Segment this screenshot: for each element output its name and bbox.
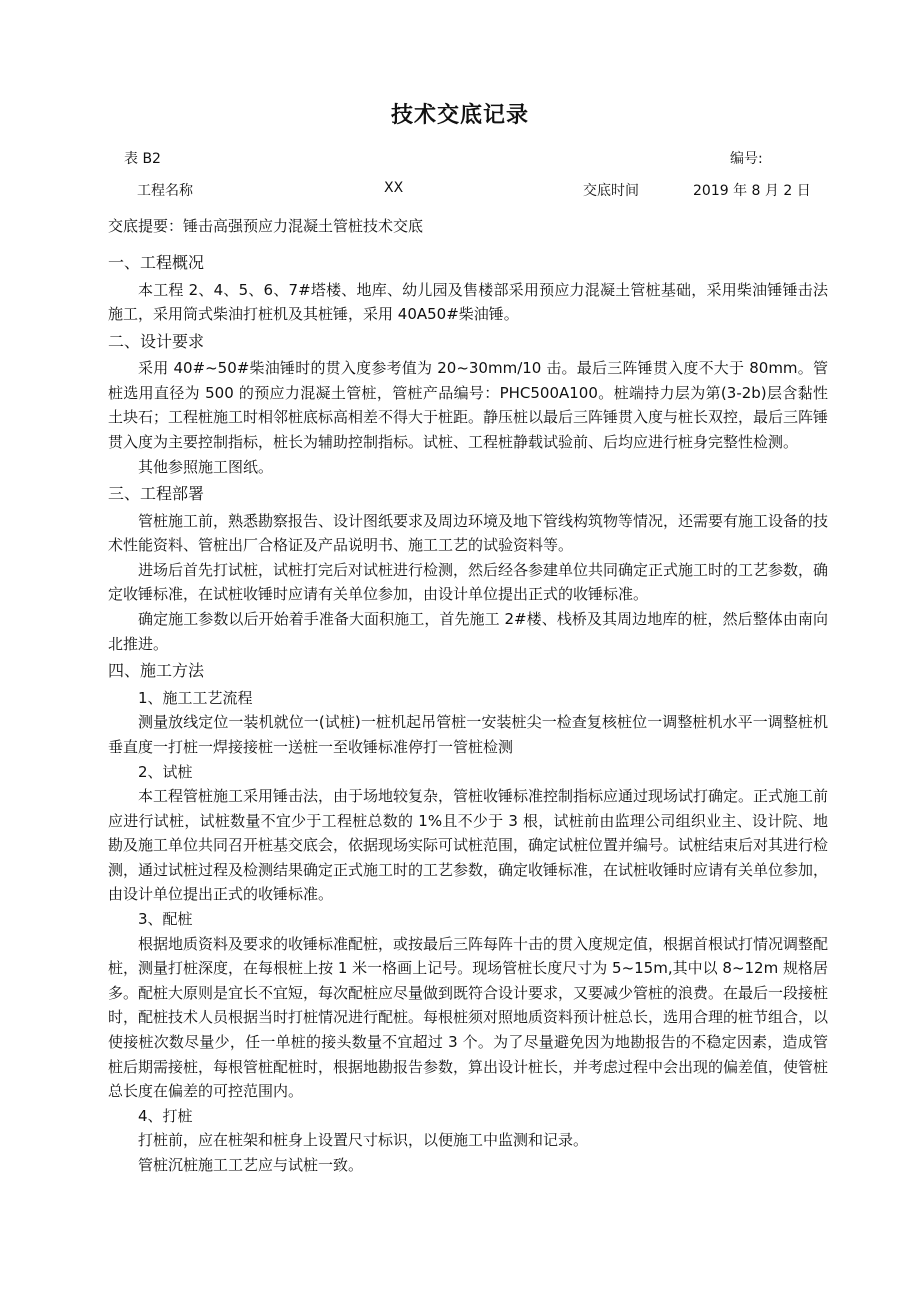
section-heading: 四、施工方法 [108,661,205,681]
section-heading: 二、设计要求 [108,331,205,351]
subsection-heading: 3、配桩 [138,910,193,929]
paragraph: 打桩前，应在桩架和桩身上设置尺寸标识，以便施工中监测和记录。 [138,1131,589,1150]
form-label: 表 B2 [124,151,161,167]
project-name-value: XX [384,180,404,196]
document-title: 技术交底记录 [390,103,529,128]
paragraph: 本工程 2、4、5、6、7#塔楼、地库、幼儿园及售楼部采用预应力混凝土管桩基础，采用柴油锤锤击法施工，采用筒式柴油打桩机及其桩锤，采用 40A50#柴油锤。 [108,280,828,324]
paragraph: 管桩沉桩施工工艺应与试桩一致。 [138,1156,364,1174]
paragraph: 其他参照施工图纸。 [138,457,274,476]
subsection-heading: 4、打桩 [138,1106,193,1125]
date-value: 2019 年 8 月 2 日 [693,183,811,199]
paragraph: 本工程管桩施工采用锤击法，由于场地较复杂，管桩收锤标准控制指标应通过现场试打确定。正式施工前应进行试桩，试桩数量不宜少于工程桩总数的 1%且不少于 3 根，试桩前由监理公司组织业主、设计院、地勘及施工单位共同召开桩基交底会，依据现场实际可试桩范围，确定试桩位置并编号。试桩结束后对其进行检测，通过试桩过程及检测结果确定正式施工时的工艺参数，确定收锤标准，在试桩收锤时应请有关单位参加，由设计单位提出正式的收锤标准。 [108,787,829,904]
paragraph: 管桩施工前，熟悉勘察报告、设计图纸要求及周边环境及地下管线构筑物等情况，还需要有施工设备的技术性能资料、管桩出厂合格证及产品说明书、施工工艺的试验资料等。 [108,511,829,555]
subsection-heading: 2、试桩 [138,762,193,781]
paragraph: 根据地质资料及要求的收锤标准配桩，或按最后三阵每阵十击的贯入度规定值，根据首根试打情况调整配桩，测量打桩深度，在每根桩上按 1 米一格画上记号。现场管桩长度尺寸为 5~15m,其中以 8~12m 规格居多。配桩大原则是宜长不宜短，每次配桩应尽量做到既符合设计要求，又要减少管桩的浪费。在最后一段接桩时，配桩技术人员根据当时打桩情况进行配桩。每根桩须对照地质资料预计桩总长，选用合理的桩节组合，以使接桩次数尽量少，任一单桩的接头数量不宜超过 3 个。为了尽量避免因为地勘报告的不稳定因素，造成管桩后期需接桩，每根管桩配桩时，根据地勘报告参数，算出设计桩长，并考虑过程中会出现的偏差值，使管桩总长度在偏差的可控范围内。 [108,934,829,1101]
summary-line: 交底提要：锤击高强预应力混凝土管桩技术交底 [108,217,424,235]
paragraph: 确定施工参数以后开始着手准备大面积施工，首先施工 2#楼、栈桥及其周边地库的桩，然后整体由南向北推进。 [108,610,828,653]
paragraph: 测量放线定位一装机就位一(试桩)一桩机起吊管桩一安装桩尖一检查复核桩位一调整桩机水平一调整桩机垂直度一打桩一焊接接桩一送桩一至收锤标准停打一管桩检测 [108,713,828,756]
paragraph: 采用 40#~50#柴油锤时的贯入度参考值为 20~30mm∕10 击。最后三阵锤贯入度不大于 80mm。管桩选用直径为 500 的预应力混凝土管桩，管桩产品编号：PHC500A100。桩端持力层为第(3-2b)层含黏性土块石；工程桩施工时相邻桩底标高相差不得大于桩距。静压桩以最后三阵锤贯入度与桩长双控，最后三阵锤贯入度为主要控制指标，桩长为辅助控制指标。试桩、工程桩静载试验前、后均应进行桩身完整性检测。 [108,359,829,451]
section-heading: 一、工程概况 [108,253,205,272]
section-heading: 三、工程部署 [108,484,205,504]
subsection-heading: 1、施工工艺流程 [138,688,253,707]
project-name-label: 工程名称 [137,183,193,199]
document-body [108,248,828,1178]
paragraph: 进场后首先打试桩，试桩打完后对试桩进行检测，然后经各参建单位共同确定正式施工时的工艺参数，确定收锤标准，在试桩收锤时应请有关单位参加，由设计单位提出正式的收锤标准。 [108,560,829,604]
number-label: 编号: [730,151,763,167]
date-label: 交底时间 [583,183,639,199]
